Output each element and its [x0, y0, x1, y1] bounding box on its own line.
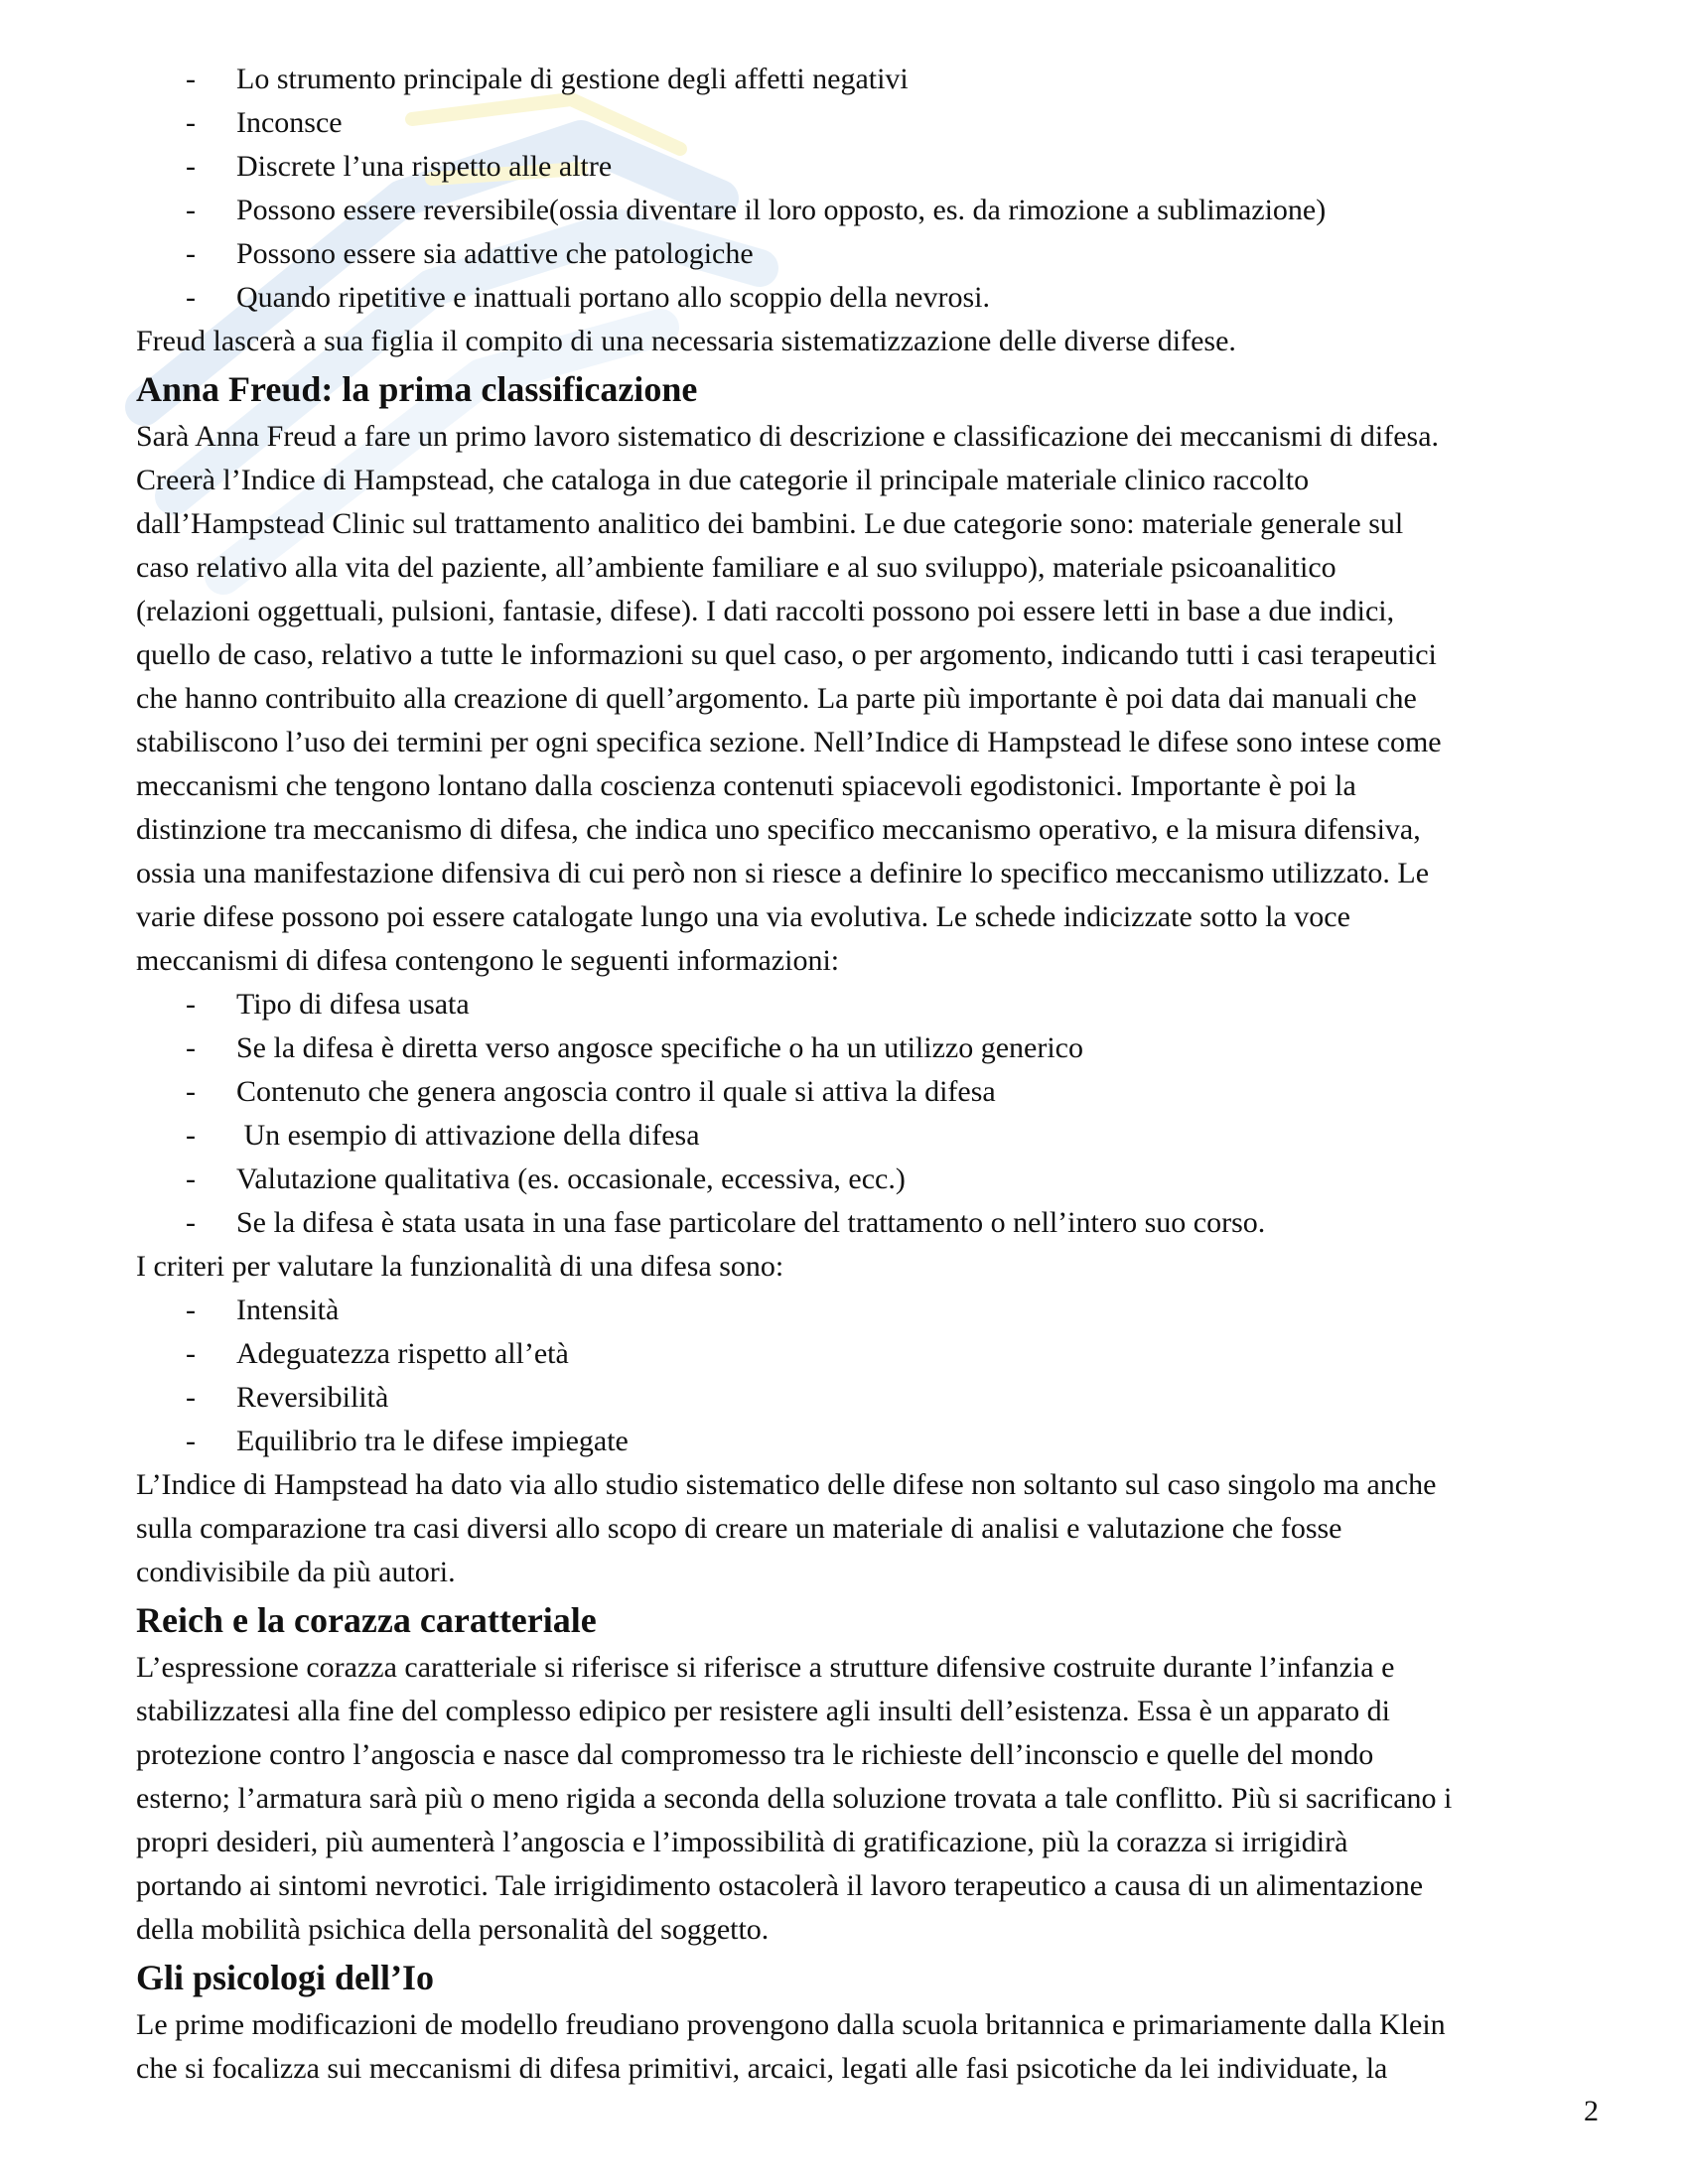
bullet-dash: -	[186, 1119, 196, 1152]
list-item: - Adeguatezza rispetto all’età	[136, 1332, 1606, 1376]
list-item: - Contenuto che genera angoscia contro il quale si attiva la difesa	[136, 1070, 1606, 1114]
bullet-dash: -	[186, 1162, 196, 1195]
paragraph-line: ossia una manifestazione difensiva di cui però non si riesce a definire lo specifico meccanismo utilizzato. Le	[136, 857, 1430, 889]
defense-properties-list	[136, 58, 1606, 320]
list-item: - Reversibilità	[136, 1376, 1606, 1420]
paragraph-line: Sarà Anna Freud a fare un primo lavoro sistematico di descrizione e classificazione dei meccanismi di difesa.	[136, 420, 1440, 453]
hampstead-closing-paragraph	[136, 1463, 1606, 1594]
paragraph-line: propri desideri, più aumenterà l’angoscia e l’impossibilità di gratificazione, più la corazza si irrigidirà	[136, 1826, 1348, 1858]
paragraph-line: (relazioni oggettuali, pulsioni, fantasie, difese). I dati raccolti possono poi essere letti in base a due indici,	[136, 595, 1395, 627]
bullet-dash: -	[186, 281, 196, 314]
bullet-dash: -	[186, 106, 196, 139]
list-item: - Lo strumento principale di gestione degli affetti negativi	[136, 58, 1606, 101]
list-item: - Quando ripetitive e inattuali portano allo scoppio della nevrosi.	[136, 276, 1606, 320]
bullet-dash: -	[186, 1206, 196, 1239]
paragraph-line: L’Indice di Hampstead ha dato via allo studio sistematico delle difese non soltanto sul caso singolo ma anche	[136, 1468, 1437, 1501]
document-page	[136, 58, 1606, 2091]
bullet-dash: -	[186, 1294, 196, 1326]
list-item: - Equilibrio tra le difese impiegate	[136, 1420, 1606, 1463]
list-item: - Se la difesa è stata usata in una fase particolare del trattamento o nell’intero suo corso.	[136, 1201, 1606, 1245]
list-item: - Se la difesa è diretta verso angosce specifiche o ha un utilizzo generico	[136, 1026, 1606, 1070]
list-item: - Intensità	[136, 1289, 1606, 1332]
page-number: 2	[1584, 2095, 1599, 2127]
bullet-dash: -	[186, 1075, 196, 1108]
paragraph-line: che hanno contribuito alla creazione di quell’argomento. La parte più importante è poi data dai manuali che	[136, 682, 1417, 715]
paragraph-line: sulla comparazione tra casi diversi allo scopo di creare un materiale di analisi e valutazione che fosse	[136, 1512, 1342, 1545]
bullet-dash: -	[186, 1381, 196, 1414]
section-heading-reich: Reich e la corazza caratteriale	[136, 1600, 597, 1640]
criteria-list	[136, 1289, 1606, 1463]
list-item: - Possono essere sia adattive che patologiche	[136, 232, 1606, 276]
list-item: - Un esempio di attivazione della difesa	[136, 1114, 1606, 1158]
paragraph-line: dall’Hampstead Clinic sul trattamento analitico dei bambini. Le due categorie sono: materiale generale sul	[136, 507, 1404, 540]
index-card-fields-list	[136, 983, 1606, 1245]
list-item: - Discrete l’una rispetto alle altre	[136, 145, 1606, 189]
paragraph-line: condivisibile da più autori.	[136, 1556, 456, 1588]
paragraph-line: Le prime modificazioni de modello freudiano provengono dalla scuola britannica e primariamente dalla Klein	[136, 2008, 1446, 2041]
paragraph-line: protezione contro l’angoscia e nasce dal compromesso tra le richieste dell’inconscio e quelle del mondo	[136, 1738, 1374, 1771]
bullet-dash: -	[186, 150, 196, 183]
paragraph-line: Freud lascerà a sua figlia il compito di una necessaria sistematizzazione delle diverse difese.	[136, 325, 1236, 357]
section-heading-ego-psychologists: Gli psicologi dell’Io	[136, 1958, 435, 1997]
paragraph-line: caso relativo alla vita del paziente, all’ambiente familiare e al suo sviluppo), materiale psicoanalitico	[136, 551, 1336, 584]
bullet-dash: -	[186, 237, 196, 270]
bullet-dash: -	[186, 63, 196, 95]
section-heading-anna-freud: Anna Freud: la prima classificazione	[136, 369, 698, 409]
paragraph-line: meccanismi di difesa contengono le seguenti informazioni:	[136, 944, 840, 977]
paragraph-line: distinzione tra meccanismo di difesa, che indica uno specifico meccanismo operativo, e la misura difensiva,	[136, 813, 1421, 846]
list-item: - Tipo di difesa usata	[136, 983, 1606, 1026]
paragraph-line: che si focalizza sui meccanismi di difesa primitivi, arcaici, legati alle fasi psicotiche da lei individuate, la	[136, 2052, 1388, 2085]
paragraph-line: L’espressione corazza caratteriale si riferisce si riferisce a strutture difensive costruite durante l’infanzia e	[136, 1651, 1395, 1684]
paragraph-line: esterno; l’armatura sarà più o meno rigida a seconda della soluzione trovata a tale conflitto. Più si sacrificano i	[136, 1782, 1453, 1815]
ego-psychologists-paragraph	[136, 2003, 1606, 2091]
paragraph-line: stabiliscono l’uso dei termini per ogni specifica sezione. Nell’Indice di Hampstead le difese sono intese come	[136, 726, 1442, 758]
bullet-dash: -	[186, 1337, 196, 1370]
bullet-dash: -	[186, 194, 196, 226]
reich-paragraph	[136, 1646, 1606, 1952]
paragraph-line: della mobilità psichica della personalità del soggetto.	[136, 1913, 770, 1946]
list-item: - Possono essere reversibile(ossia diventare il loro opposto, es. da rimozione a sublimazione)	[136, 189, 1606, 232]
bullet-dash: -	[186, 1425, 196, 1457]
paragraph-line: stabilizzatesi alla fine del complesso edipico per resistere agli insulti dell’esistenza. Essa è un apparato di	[136, 1695, 1390, 1727]
bullet-dash: -	[186, 988, 196, 1021]
paragraph-line: portando ai sintomi nevrotici. Tale irrigidimento ostacolerà il lavoro terapeutico a causa di un alimentazione	[136, 1869, 1424, 1902]
paragraph-line: quello de caso, relativo a tutte le informazioni su quel caso, o per argomento, indicando tutti i casi terapeutici	[136, 638, 1437, 671]
paragraph-line: meccanismi che tengono lontano dalla coscienza contenuti spiacevoli egodistonici. Importante è poi la	[136, 769, 1356, 802]
paragraph-line: I criteri per valutare la funzionalità di una difesa sono:	[136, 1250, 784, 1283]
bullet-dash: -	[186, 1031, 196, 1064]
anna-freud-paragraph	[136, 415, 1606, 983]
list-item: - Inconsce	[136, 101, 1606, 145]
paragraph-line: varie difese possono poi essere catalogate lungo una via evolutiva. Le schede indicizzate sotto la voce	[136, 900, 1350, 933]
list-item: - Valutazione qualitativa (es. occasionale, eccessiva, ecc.)	[136, 1158, 1606, 1201]
paragraph-line: Creerà l’Indice di Hampstead, che cataloga in due categorie il principale materiale clinico raccolto	[136, 464, 1310, 496]
